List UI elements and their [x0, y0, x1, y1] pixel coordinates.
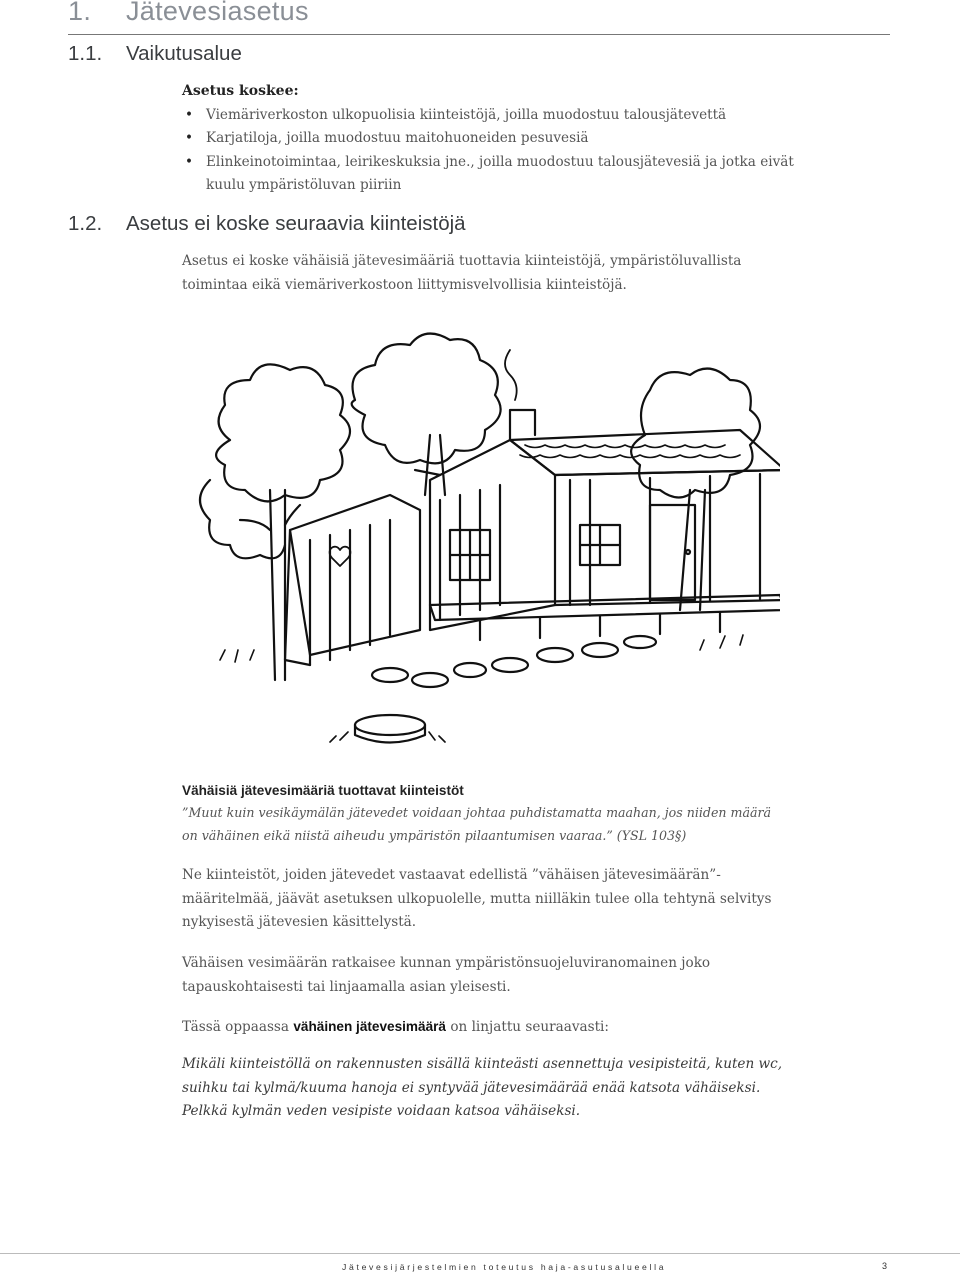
list-item: • Karjatiloja, joilla muodostuu maitohuoneiden pesuvesiä [182, 127, 802, 151]
section-number: 1.1. [68, 42, 103, 65]
small-volume-section [182, 781, 790, 847]
section-title-text: Asetus ei koske seuraavia kiinteistöjä [126, 212, 466, 235]
section-number: 1.2. [68, 212, 103, 235]
page-number: 3 [882, 1261, 888, 1271]
list-item: • Viemäriverkoston ulkopuolisia kiinteistöjä, joilla muodostuu talousjätevettä [182, 104, 802, 128]
scope-lead: Asetus koskee: [182, 83, 299, 99]
definition-text: Mikäli kiinteistöllä on rakennusten sisällä kiinteästi asennettuja vesipisteitä, kuten wc, suihku tai kylmä/kuuma hanoja ei syntyvää jätevesimäärää enää katsota vähäiseksi. Pelkkä kylmän veden vesipiste voidaan katsoa vähäiseksi. [182, 1056, 783, 1119]
paragraph-2: Vähäisen vesimäärän ratkaisee kunnan ympäristönsuojeluviranomainen joko tapauskohtaisesti tai linjaamalla asian yleisesti. [182, 955, 711, 995]
law-quote [182, 801, 790, 847]
section-title-text: Vaikutusalue [126, 42, 242, 65]
chapter-number: 1. [68, 0, 92, 26]
section-1-2-text: Asetus ei koske vähäisiä jätevesimääriä tuottavia kiinteistöjä, ympäristöluvallista toimintaa eikä viemäriverkostoon liittymisvelvollisia kiinteistöjä. [182, 253, 742, 293]
chapter-title [68, 0, 309, 27]
list-item: • Elinkeinotoimintaa, leirikeskuksia jne., joilla muodostuu talousjätevesiä ja jotka eivät kuulu ympäristöluvan piiriin [182, 151, 802, 198]
scope-block [182, 80, 802, 198]
footer-title: Jätevesijärjestelmien toteutus haja-asutusalueella [342, 1262, 667, 1272]
scope-list [182, 104, 802, 198]
law-quote-text: ”Muut kuin vesikäymälän jätevedet voidaan johtaa puhdistamatta maahan, jos niiden määrä on vähäinen eikä niistä aiheudu ympäristön pilaantumisen vaaraa.” [182, 805, 772, 843]
paragraph-3-pre: Tässä oppaassa [182, 1019, 294, 1035]
section-title-1-2 [68, 212, 466, 236]
paragraph-3 [182, 1015, 782, 1040]
chapter-title-text: Jätevesiasetus [126, 0, 309, 26]
chapter-rule [68, 34, 890, 35]
small-volume-heading: Vähäisiä jätevesimääriä tuottavat kiinteistöt [182, 783, 464, 798]
law-quote-source: (YSL 103§) [616, 828, 687, 843]
paragraph-3-bold: vähäinen jätevesimäärä [293, 1019, 446, 1034]
footer-rule [0, 1253, 960, 1254]
cabin-illustration-icon [180, 330, 780, 760]
section-title-1-1 [68, 42, 242, 66]
paragraph-3-post: on linjattu seuraavasti: [446, 1019, 609, 1035]
paragraph-1: Ne kiinteistöt, joiden jätevedet vastaavat edellistä ”vähäisen jätevesimäärän”-määritelmää, jäävät asetuksen ulkopuolelle, mutta niilläkin tulee olla tehtynä selvitys nykyisestä jätevesien käsittelystä. [182, 867, 772, 930]
